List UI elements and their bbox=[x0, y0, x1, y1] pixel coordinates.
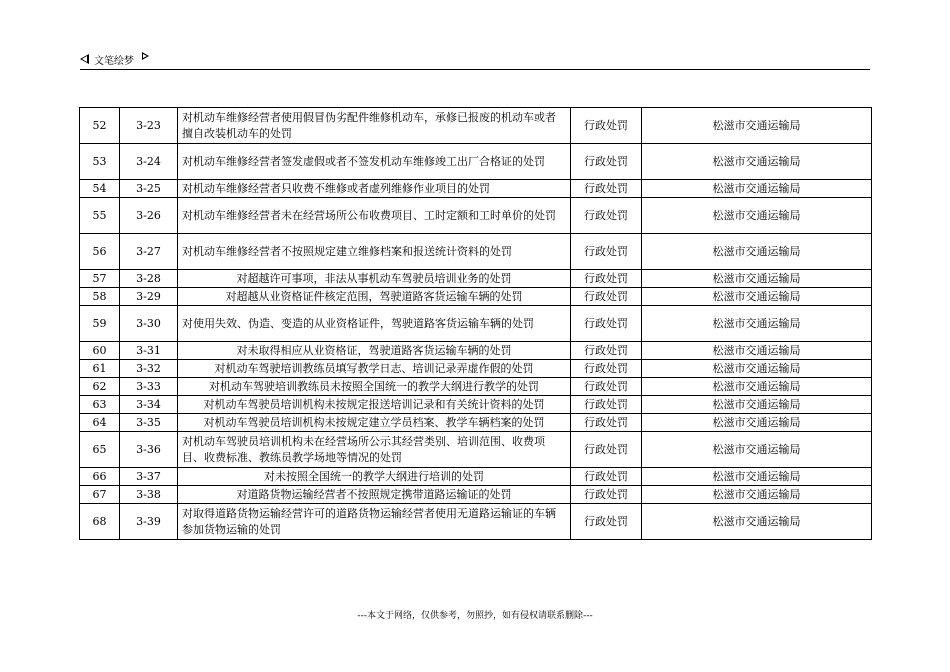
item-description: 对机动车维修经营者不按照规定建立维修档案和报送统计资料的处罚 bbox=[178, 234, 571, 270]
item-organization: 松滋市交通运输局 bbox=[642, 108, 872, 144]
penalty-table-body bbox=[80, 108, 872, 540]
row-number: 68 bbox=[80, 504, 120, 540]
item-description: 对超越从业资格证件核定范围，驾驶道路客货运输车辆的处罚 bbox=[178, 288, 571, 306]
row-number: 56 bbox=[80, 234, 120, 270]
item-description: 对机动车维修经营者未在经营场所公布收费项目、工时定额和工时单价的处罚 bbox=[178, 198, 571, 234]
item-code: 3-26 bbox=[120, 198, 178, 234]
item-description: 对使用失效、伪造、变造的从业资格证件，驾驶道路客货运输车辆的处罚 bbox=[178, 306, 571, 342]
item-code: 3-39 bbox=[120, 504, 178, 540]
item-code: 3-30 bbox=[120, 306, 178, 342]
item-organization: 松滋市交通运输局 bbox=[642, 342, 872, 360]
item-description: 对机动车驾驶员培训机构未按规定报送培训记录和有关统计资料的处罚 bbox=[178, 396, 571, 414]
table-row bbox=[80, 342, 872, 360]
item-organization: 松滋市交通运输局 bbox=[642, 432, 872, 468]
item-organization: 松滋市交通运输局 bbox=[642, 378, 872, 396]
item-code: 3-32 bbox=[120, 360, 178, 378]
item-type: 行政处罚 bbox=[571, 234, 642, 270]
item-type: 行政处罚 bbox=[571, 432, 642, 468]
item-description: 对未取得相应从业资格证，驾驶道路客货运输车辆的处罚 bbox=[178, 342, 571, 360]
triangle-left-icon bbox=[80, 54, 89, 64]
item-description: 对机动车驾驶培训教练员未按照全国统一的教学大纲进行教学的处罚 bbox=[178, 378, 571, 396]
row-number: 62 bbox=[80, 378, 120, 396]
item-type: 行政处罚 bbox=[571, 198, 642, 234]
table-row bbox=[80, 504, 872, 540]
row-number: 61 bbox=[80, 360, 120, 378]
disclaimer-footer: ---本文于网络，仅供参考，勿照抄，如有侵权请联系删除--- bbox=[357, 611, 593, 621]
row-number: 67 bbox=[80, 486, 120, 504]
row-number: 60 bbox=[80, 342, 120, 360]
table-row bbox=[80, 234, 872, 270]
item-type: 行政处罚 bbox=[571, 468, 642, 486]
item-description: 对取得道路货物运输经营许可的道路货物运输经营者使用无道路运输证的车辆参加货物运输的处罚 bbox=[178, 504, 571, 540]
item-organization: 松滋市交通运输局 bbox=[642, 180, 872, 198]
item-organization: 松滋市交通运输局 bbox=[642, 144, 872, 180]
item-code: 3-25 bbox=[120, 180, 178, 198]
item-type: 行政处罚 bbox=[571, 486, 642, 504]
item-code: 3-28 bbox=[120, 270, 178, 288]
item-type: 行政处罚 bbox=[571, 414, 642, 432]
document-header bbox=[80, 50, 149, 68]
row-number: 64 bbox=[80, 414, 120, 432]
header-brand: 文笔绘梦 bbox=[94, 55, 134, 67]
item-description: 对机动车驾驶员培训机构未在经营场所公示其经营类别、培训范围、收费项目、收费标准、教练员教学场地等情况的处罚 bbox=[178, 432, 571, 468]
table-row bbox=[80, 486, 872, 504]
table-row bbox=[80, 270, 872, 288]
item-organization: 松滋市交通运输局 bbox=[642, 504, 872, 540]
item-organization: 松滋市交通运输局 bbox=[642, 198, 872, 234]
item-description: 对超越许可事项，非法从事机动车驾驶员培训业务的处罚 bbox=[178, 270, 571, 288]
item-type: 行政处罚 bbox=[571, 180, 642, 198]
row-number: 57 bbox=[80, 270, 120, 288]
item-code: 3-23 bbox=[120, 108, 178, 144]
item-description: 对机动车驾驶培训教练员填写教学日志、培训记录弄虚作假的处罚 bbox=[178, 360, 571, 378]
table-row bbox=[80, 198, 872, 234]
table-row bbox=[80, 378, 872, 396]
item-description: 对机动车驾驶员培训机构未按规定建立学员档案、教学车辆档案的处罚 bbox=[178, 414, 571, 432]
row-number: 63 bbox=[80, 396, 120, 414]
row-number: 66 bbox=[80, 468, 120, 486]
item-type: 行政处罚 bbox=[571, 270, 642, 288]
table-row bbox=[80, 288, 872, 306]
item-description: 对机动车维修经营者只收费不维修或者虚列维修作业项目的处罚 bbox=[178, 180, 571, 198]
item-organization: 松滋市交通运输局 bbox=[642, 270, 872, 288]
row-number: 55 bbox=[80, 198, 120, 234]
table-row bbox=[80, 144, 872, 180]
item-description: 对未按照全国统一的教学大纲进行培训的处罚 bbox=[178, 468, 571, 486]
item-type: 行政处罚 bbox=[571, 378, 642, 396]
item-type: 行政处罚 bbox=[571, 360, 642, 378]
table-row bbox=[80, 306, 872, 342]
triangle-right-icon bbox=[142, 52, 149, 60]
table-row bbox=[80, 432, 872, 468]
item-organization: 松滋市交通运输局 bbox=[642, 414, 872, 432]
item-organization: 松滋市交通运输局 bbox=[642, 396, 872, 414]
table-row bbox=[80, 468, 872, 486]
row-number: 54 bbox=[80, 180, 120, 198]
item-organization: 松滋市交通运输局 bbox=[642, 486, 872, 504]
table-row bbox=[80, 396, 872, 414]
item-type: 行政处罚 bbox=[571, 144, 642, 180]
penalty-table bbox=[79, 107, 872, 540]
item-organization: 松滋市交通运输局 bbox=[642, 306, 872, 342]
item-type: 行政处罚 bbox=[571, 108, 642, 144]
table-row bbox=[80, 180, 872, 198]
item-organization: 松滋市交通运输局 bbox=[642, 288, 872, 306]
item-description: 对机动车维修经营者签发虚假或者不签发机动车维修竣工出厂合格证的处罚 bbox=[178, 144, 571, 180]
item-type: 行政处罚 bbox=[571, 504, 642, 540]
item-type: 行政处罚 bbox=[571, 342, 642, 360]
header-rule bbox=[80, 69, 870, 70]
table-row bbox=[80, 414, 872, 432]
row-number: 52 bbox=[80, 108, 120, 144]
item-code: 3-24 bbox=[120, 144, 178, 180]
row-number: 53 bbox=[80, 144, 120, 180]
row-number: 65 bbox=[80, 432, 120, 468]
item-code: 3-38 bbox=[120, 486, 178, 504]
item-description: 对道路货物运输经营者不按照规定携带道路运输证的处罚 bbox=[178, 486, 571, 504]
item-organization: 松滋市交通运输局 bbox=[642, 360, 872, 378]
item-code: 3-34 bbox=[120, 396, 178, 414]
item-type: 行政处罚 bbox=[571, 288, 642, 306]
table-row bbox=[80, 108, 872, 144]
item-code: 3-35 bbox=[120, 414, 178, 432]
row-number: 59 bbox=[80, 306, 120, 342]
item-organization: 松滋市交通运输局 bbox=[642, 234, 872, 270]
item-description: 对机动车维修经营者使用假冒伪劣配件维修机动车，承修已报废的机动车或者擅自改装机动车的处罚 bbox=[178, 108, 571, 144]
item-code: 3-33 bbox=[120, 378, 178, 396]
item-code: 3-29 bbox=[120, 288, 178, 306]
item-code: 3-36 bbox=[120, 432, 178, 468]
item-code: 3-31 bbox=[120, 342, 178, 360]
item-code: 3-37 bbox=[120, 468, 178, 486]
item-type: 行政处罚 bbox=[571, 306, 642, 342]
item-organization: 松滋市交通运输局 bbox=[642, 468, 872, 486]
item-type: 行政处罚 bbox=[571, 396, 642, 414]
table-row bbox=[80, 360, 872, 378]
item-code: 3-27 bbox=[120, 234, 178, 270]
row-number: 58 bbox=[80, 288, 120, 306]
